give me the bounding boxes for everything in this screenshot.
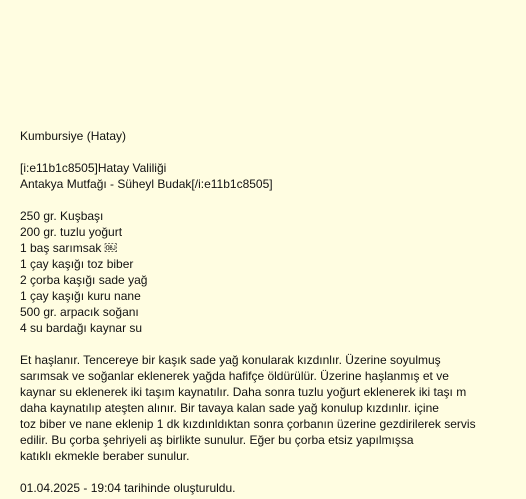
- instruction-line: katıklı ekmekle beraber sunulur.: [20, 449, 190, 463]
- ingredient-item: 1 çay kaşığı toz biber: [20, 257, 134, 271]
- created-timestamp: 01.04.2025 - 19:04 tarihinde oluşturuldu.: [20, 481, 236, 495]
- recipe-instructions: [20, 352, 516, 464]
- instruction-line: edilir. Bu çorba şehriyeli aş birlikte sunulur. Eğer bu çorba etsiz yapılmışsa: [20, 433, 414, 447]
- source-line-2: Antakya Mutfağı - Süheyl Budak[/i:e11b1c8505]: [20, 177, 273, 191]
- instruction-line: Et haşlanır. Tencereye bir kaşık sade yağ konularak kızdınlır. Üzerine soyulmuş: [20, 353, 441, 367]
- instruction-line: daha kaynatılıp ateşten alınır. Bir tavaya kalan sade yağ konulup kızdınlır. içine: [20, 401, 439, 415]
- ingredient-item: 1 baş sarımsak ￼: [20, 241, 117, 255]
- ingredient-item: 500 gr. arpacık soğanı: [20, 305, 139, 319]
- instruction-line: toz biber ve nane eklenip 1 dk kızdınldıktan sonra çorbanın üzerine gezdirilerek servis: [20, 417, 476, 431]
- ingredient-item: 250 gr. Kuşbaşı: [20, 209, 104, 223]
- ingredient-item: 4 su bardağı kaynar su: [20, 321, 143, 335]
- ingredient-item: 2 çorba kaşığı sade yağ: [20, 273, 148, 287]
- ingredient-list: [20, 208, 516, 336]
- recipe-source: [20, 160, 516, 192]
- recipe-title: Kumbursiye (Hatay): [20, 129, 127, 143]
- source-line-1: [i:e11b1c8505]Hatay Valiliği: [20, 161, 167, 175]
- instruction-line: kaynar su eklenerek iki taşım kaynatılır. Daha sonra tuzlu yoğurt eklenerek iki taşı m: [20, 385, 467, 399]
- instruction-line: sarımsak ve soğanlar eklenerek yağda hafifçe öldürülür. Üzerine haşlanmış et ve: [20, 369, 449, 383]
- ingredient-item: 200 gr. tuzlu yoğurt: [20, 225, 123, 239]
- ingredient-item: 1 çay kaşığı kuru nane: [20, 289, 141, 303]
- recipe-document: [20, 128, 516, 496]
